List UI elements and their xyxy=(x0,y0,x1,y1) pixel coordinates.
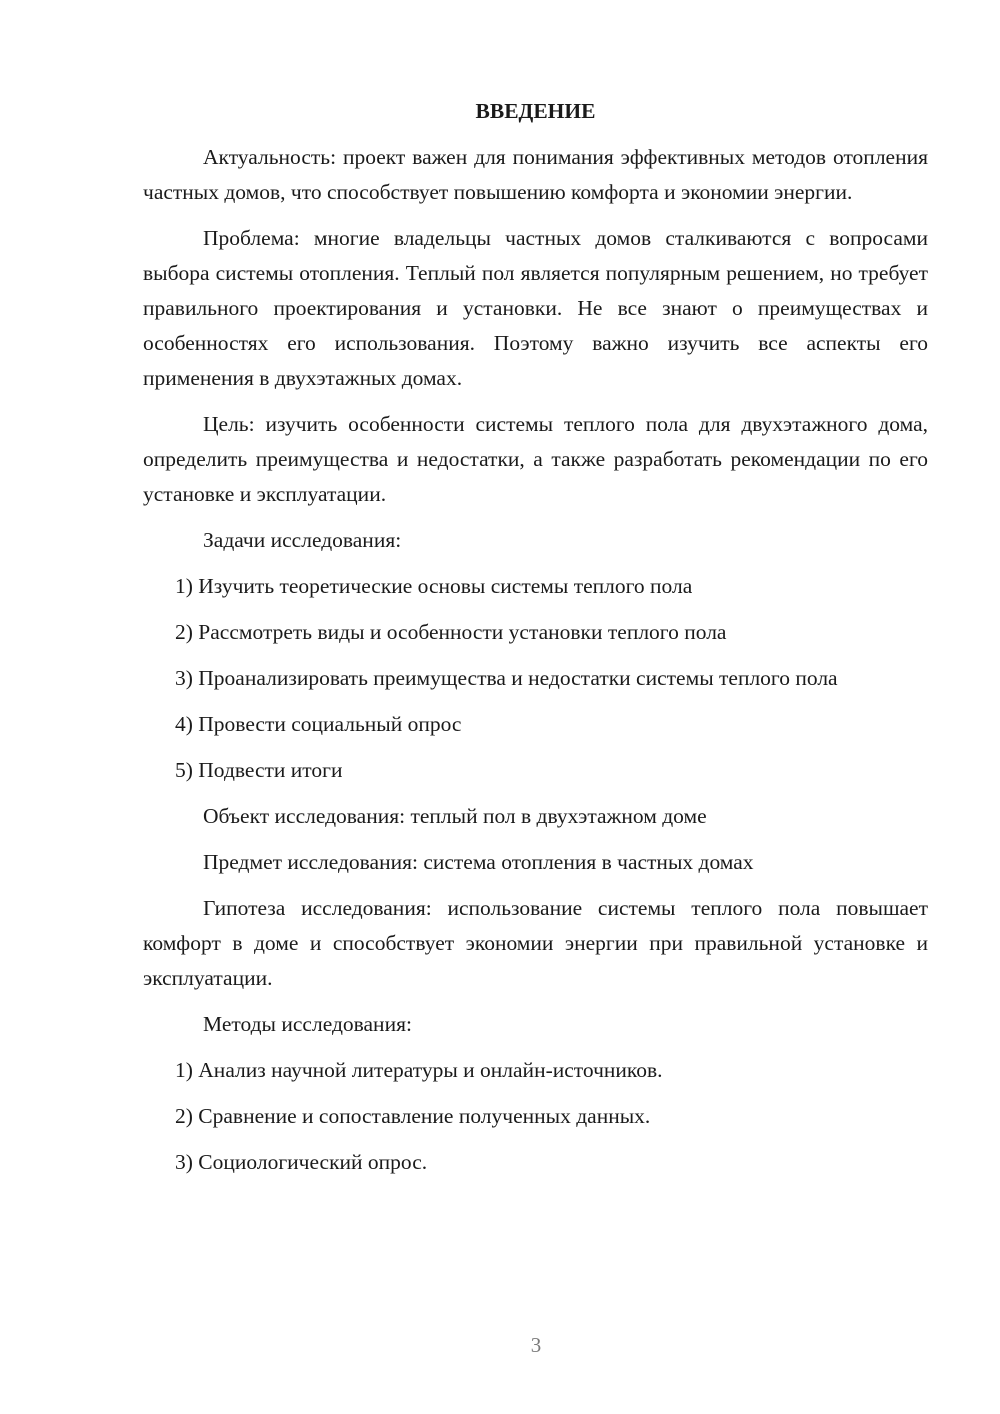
tasks-heading: Задачи исследования: xyxy=(203,528,402,552)
page-content xyxy=(143,94,928,1191)
paragraph-object: Объект исследования: теплый пол в двухэтажном доме xyxy=(203,804,707,828)
task-item-3: 3) Проанализировать преимущества и недостатки системы теплого пола xyxy=(175,666,838,690)
methods-heading: Методы исследования: xyxy=(203,1012,412,1036)
paragraph-hypothesis: Гипотеза исследования: использование системы теплого пола повышает комфорт в доме и способствует экономии энергии при правильной установке и эксплуатации. xyxy=(143,896,928,990)
paragraph-subject: Предмет исследования: система отопления в частных домах xyxy=(203,850,754,874)
method-item-3: 3) Социологический опрос. xyxy=(175,1150,428,1174)
paragraph-problem: Проблема: многие владельцы частных домов сталкиваются с вопросами выбора системы отопления. Теплый пол является популярным решением, но требует правильного проектирования и установки. Не все знают о преимуществах и особенностях его использования. Поэтому важно изучить все аспекты его применения в двухэтажных домах. xyxy=(143,226,928,390)
task-item-2: 2) Рассмотреть виды и особенности установки теплого пола xyxy=(175,620,727,644)
method-item-1: 1) Анализ научной литературы и онлайн-источников. xyxy=(175,1058,663,1082)
page-title: ВВЕДЕНИЕ xyxy=(475,99,596,123)
method-item-2: 2) Сравнение и сопоставление полученных данных. xyxy=(175,1104,651,1128)
task-item-1: 1) Изучить теоретические основы системы теплого пола xyxy=(175,574,693,598)
task-item-5: 5) Подвести итоги xyxy=(175,758,343,782)
page-number: 3 xyxy=(530,1333,542,1357)
paragraph-goal: Цель: изучить особенности системы теплого пола для двухэтажного дома, определить преимущества и недостатки, а также разработать рекомендации по его установке и эксплуатации. xyxy=(143,412,928,506)
paragraph-relevance: Актуальность: проект важен для понимания эффективных методов отопления частных домов, что способствует повышению комфорта и экономии энергии. xyxy=(143,145,928,204)
task-item-4: 4) Провести социальный опрос xyxy=(175,712,462,736)
